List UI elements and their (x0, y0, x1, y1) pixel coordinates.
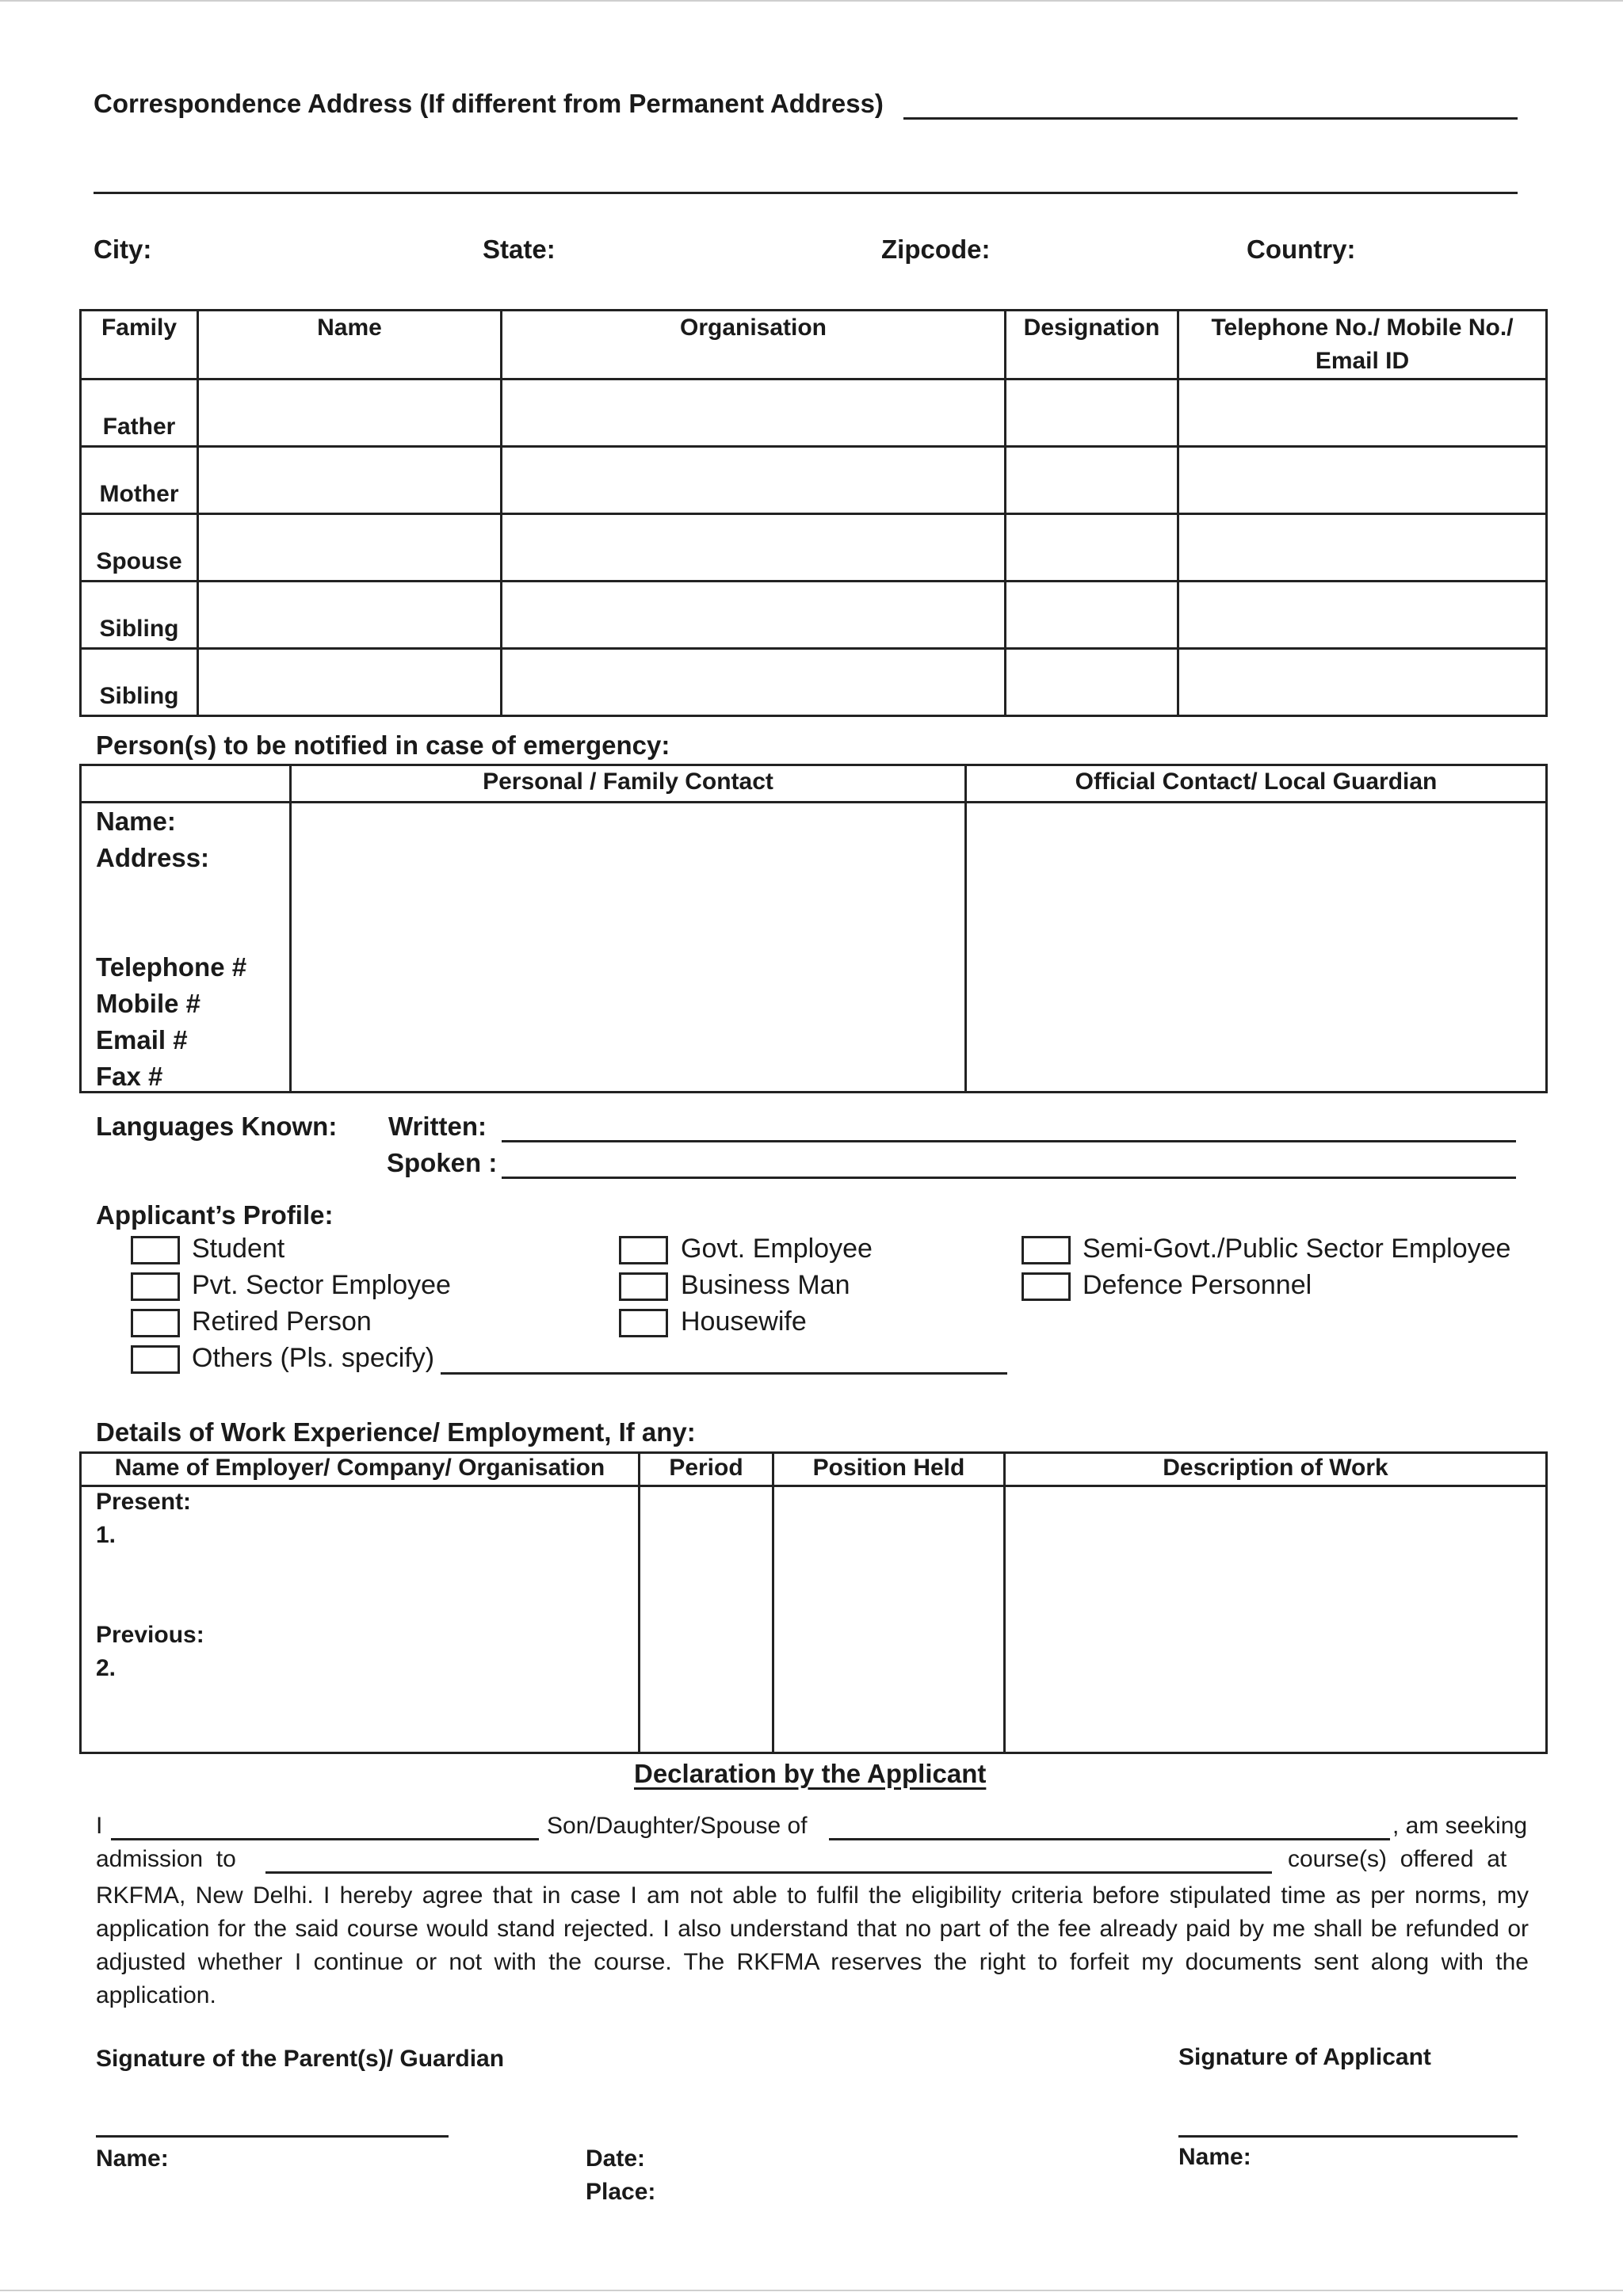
country-label: Country: (1247, 235, 1356, 264)
defence-option-label: Defence Personnel (1083, 1270, 1312, 1300)
spouse-organisation-cell[interactable] (502, 514, 1006, 582)
emergency-table (79, 764, 1548, 1093)
applicant-signature-label: Signature of Applicant (1178, 2044, 1431, 2070)
govt-employee-option-label: Govt. Employee (681, 1234, 873, 1264)
family-header: Family (81, 311, 198, 379)
spoken-languages-line[interactable] (502, 1177, 1516, 1179)
designation-header: Designation (1006, 311, 1178, 379)
course-name-line[interactable] (265, 1871, 1272, 1874)
city-label: City: (94, 235, 152, 264)
period-header: Period (640, 1453, 773, 1486)
previous-label: Previous: (96, 1622, 204, 1648)
applicant-profile-label: Applicant’s Profile: (96, 1200, 334, 1230)
period-cell[interactable] (640, 1486, 773, 1753)
semi-govt-option-label: Semi-Govt./Public Sector Employee (1083, 1234, 1511, 1264)
seeking-text: , am seeking (1392, 1813, 1528, 1839)
row-label-sibling-1: Sibling (81, 582, 198, 649)
business-man-checkbox[interactable] (619, 1272, 668, 1301)
sibling-2-organisation-cell[interactable] (502, 649, 1006, 716)
official-contact-header: Official Contact/ Local Guardian (966, 765, 1547, 803)
housewife-checkbox[interactable] (619, 1309, 668, 1337)
table-row (81, 379, 1547, 447)
work-experience-title: Details of Work Experience/ Employment, If any: (96, 1417, 696, 1447)
emergency-telephone-label: Telephone # (96, 952, 247, 982)
father-designation-cell[interactable] (1006, 379, 1178, 447)
admission-text: admission to (96, 1846, 236, 1872)
father-organisation-cell[interactable] (502, 379, 1006, 447)
name-header: Name (198, 311, 502, 379)
emergency-labels-cell (81, 803, 291, 1093)
emergency-address-label: Address: (96, 843, 210, 872)
table-row (81, 649, 1547, 716)
present-label: Present: (96, 1489, 192, 1515)
relation-text: Son/Daughter/Spouse of (547, 1813, 808, 1839)
declaration-body: RKFMA, New Delhi. I hereby agree that in case I am not able to fulfil the eligibility criteria before stipulated time as per norms, my application for the said course would stand rejected. I also understand that no part of the fee already paid by me shall be refunded or adjusted whether I continue or not with the course. The RKFMA reserves the right to forfeit my documents sent along with the application. (96, 1882, 1529, 2008)
student-checkbox[interactable] (131, 1236, 180, 1264)
emergency-email-label: Email # (96, 1025, 188, 1055)
sibling-2-contact-cell[interactable] (1178, 649, 1547, 716)
retired-option-label: Retired Person (192, 1306, 372, 1337)
parent-name-label: Name: (96, 2145, 169, 2172)
father-name-cell[interactable] (198, 379, 502, 447)
description-header: Description of Work (1005, 1453, 1547, 1486)
emergency-fax-label: Fax # (96, 1062, 163, 1091)
table-row (81, 514, 1547, 582)
spoken-label: Spoken : (387, 1148, 498, 1177)
row-label-spouse: Spouse (81, 514, 198, 582)
row-label-sibling-2: Sibling (81, 649, 198, 716)
mother-contact-cell[interactable] (1178, 447, 1547, 514)
mother-designation-cell[interactable] (1006, 447, 1178, 514)
position-held-header: Position Held (773, 1453, 1005, 1486)
others-option-label: Others (Pls. specify) (192, 1343, 435, 1373)
place-label: Place: (586, 2179, 656, 2205)
course-offered-text: course(s) offered at (1288, 1846, 1507, 1872)
declaration-i: I (96, 1813, 103, 1839)
sibling-2-name-cell[interactable] (198, 649, 502, 716)
applicant-name-label: Name: (1178, 2144, 1251, 2170)
row-label-father: Father (81, 379, 198, 447)
parent-name-line[interactable] (829, 1838, 1390, 1840)
correspondence-address-label: Correspondence Address (If different from Permanent Address) (94, 89, 884, 118)
spouse-name-cell[interactable] (198, 514, 502, 582)
business-man-option-label: Business Man (681, 1270, 850, 1300)
pvt-sector-checkbox[interactable] (131, 1272, 180, 1301)
written-languages-line[interactable] (502, 1140, 1516, 1142)
state-label: State: (483, 235, 556, 264)
mother-name-cell[interactable] (198, 447, 502, 514)
personal-contact-cell[interactable] (291, 803, 966, 1093)
sibling-1-name-cell[interactable] (198, 582, 502, 649)
govt-employee-checkbox[interactable] (619, 1236, 668, 1264)
employer-header: Name of Employer/ Company/ Organisation (81, 1453, 640, 1486)
housewife-option-label: Housewife (681, 1306, 807, 1337)
zipcode-label: Zipcode: (881, 235, 991, 264)
mother-organisation-cell[interactable] (502, 447, 1006, 514)
sibling-1-organisation-cell[interactable] (502, 582, 1006, 649)
emergency-name-label: Name: (96, 807, 176, 836)
family-table (79, 309, 1548, 717)
emergency-mobile-label: Mobile # (96, 989, 201, 1018)
declaration-title: Declaration by the Applicant (634, 1759, 987, 1788)
organisation-header: Organisation (502, 311, 1006, 379)
item-2-label: 2. (96, 1655, 116, 1681)
sibling-1-contact-cell[interactable] (1178, 582, 1547, 649)
written-label: Written: (388, 1112, 487, 1141)
table-row (81, 582, 1547, 649)
pvt-sector-option-label: Pvt. Sector Employee (192, 1270, 451, 1300)
retired-checkbox[interactable] (131, 1309, 180, 1337)
applicant-signature-line[interactable] (1178, 2135, 1518, 2138)
official-contact-cell[interactable] (966, 803, 1547, 1093)
employer-cell[interactable] (81, 1486, 640, 1753)
sibling-2-designation-cell[interactable] (1006, 649, 1178, 716)
top-divider (0, 0, 1623, 2)
bottom-divider (0, 2290, 1623, 2291)
table-row (81, 447, 1547, 514)
date-label: Date: (586, 2145, 646, 2172)
defence-checkbox[interactable] (1022, 1272, 1071, 1301)
applicant-name-line[interactable] (111, 1838, 539, 1840)
others-checkbox[interactable] (131, 1345, 180, 1374)
others-specify-line[interactable] (441, 1372, 1007, 1375)
item-1-label: 1. (96, 1522, 116, 1548)
emergency-corner-cell (81, 765, 291, 803)
correspondence-address-line-1[interactable] (903, 117, 1518, 120)
description-cell[interactable] (1005, 1486, 1547, 1753)
spouse-contact-cell[interactable] (1178, 514, 1547, 582)
family-table-header (81, 311, 1547, 379)
languages-known-label: Languages Known: (96, 1112, 338, 1141)
position-held-cell[interactable] (773, 1486, 1005, 1753)
correspondence-address-line-2[interactable] (94, 192, 1518, 194)
work-experience-table (79, 1451, 1548, 1754)
parent-signature-line[interactable] (96, 2135, 449, 2138)
student-option-label: Student (192, 1234, 285, 1264)
contact-header: Telephone No./ Mobile No./ Email ID (1178, 311, 1547, 379)
personal-contact-header: Personal / Family Contact (291, 765, 966, 803)
row-label-mother: Mother (81, 447, 198, 514)
semi-govt-checkbox[interactable] (1022, 1236, 1071, 1264)
spouse-designation-cell[interactable] (1006, 514, 1178, 582)
sibling-1-designation-cell[interactable] (1006, 582, 1178, 649)
father-contact-cell[interactable] (1178, 379, 1547, 447)
parent-signature-label: Signature of the Parent(s)/ Guardian (96, 2046, 505, 2072)
emergency-title: Person(s) to be notified in case of emergency: (96, 730, 670, 760)
